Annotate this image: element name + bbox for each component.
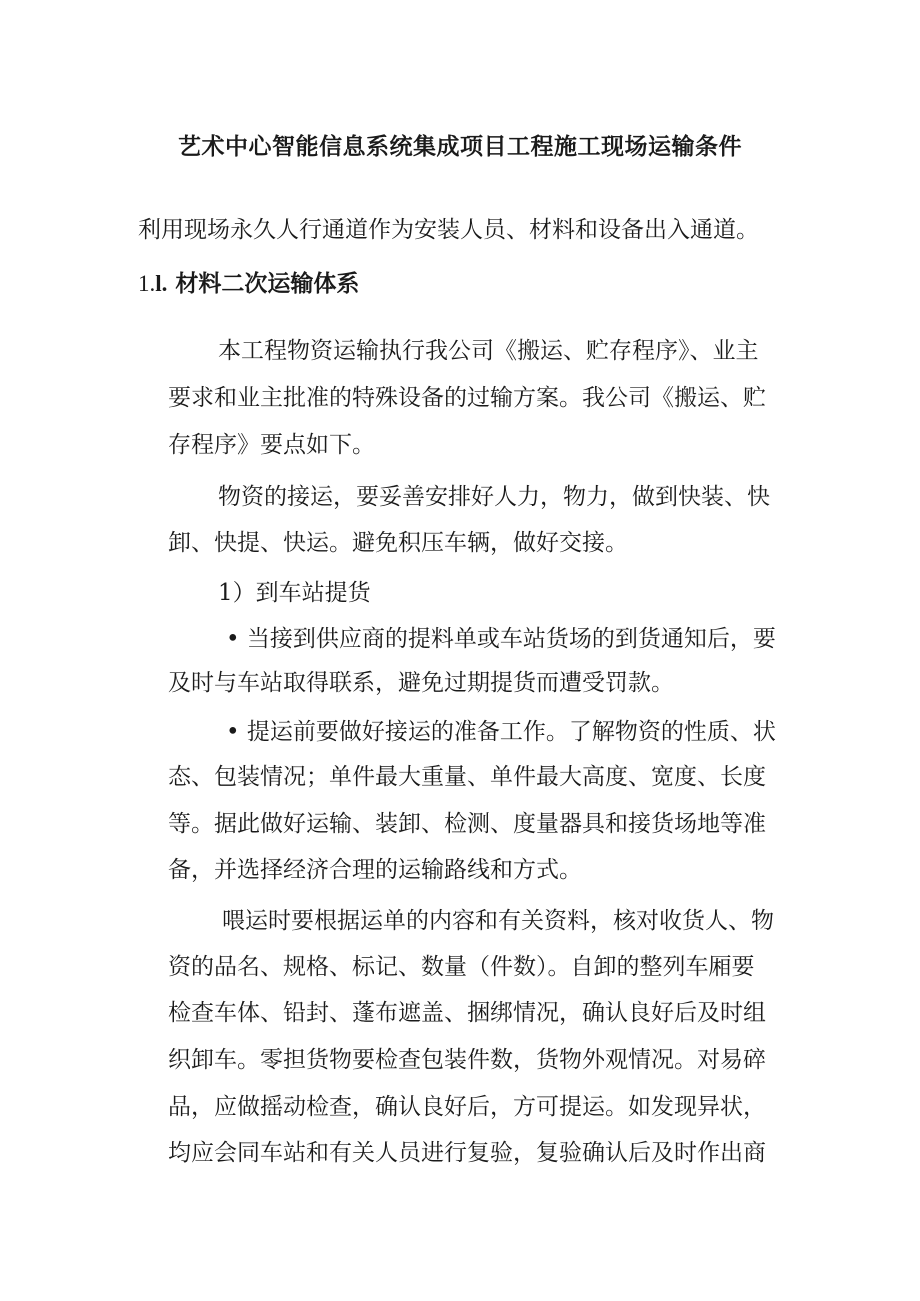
paragraph-line: 卸、快提、快运。避免积压车辆，做好交接。	[168, 530, 628, 556]
paragraph-line: 品，应做摇动检查，确认良好后，方可提运。如发现异状，	[168, 1094, 766, 1120]
section-title: 材料二次运输体系	[175, 271, 360, 297]
paragraph-line: 均应会同车站和有关人员进行复验，复验确认后及时作出商	[168, 1140, 766, 1166]
document-title: 艺术中心智能信息系统集成项目工程施工现场运输条件	[178, 134, 742, 160]
bullet-line: 态、包装情况；单件最大重量、单件最大高度、宽度、长度	[168, 764, 766, 790]
section-heading	[138, 265, 359, 298]
bullet-line: 及时与车站取得联系，避免过期提货而遭受罚款。	[168, 670, 674, 696]
paragraph-line: 存程序》要点如下。	[168, 432, 375, 458]
bullet-line: • 提运前要做好接运的准备工作。了解物资的性质、状	[226, 719, 776, 745]
paragraph-line: 资的品名、规格、标记、数量（件数）。自卸的整列车厢要	[168, 954, 755, 980]
paragraph-line: 物资的接运，要妥善安排好人力，物力，做到快装、快	[218, 484, 770, 510]
list-item-heading: 1）到车站提货	[218, 580, 371, 606]
paragraph-line: 本工程物资运输执行我公司《搬运、贮存程序》、业主	[218, 338, 759, 364]
paragraph-line: 要求和业主批准的特殊设备的过输方案。我公司《搬运、贮	[168, 385, 766, 411]
bullet-line: 等。据此做好运输、装卸、检测、度量器具和接货场地等准	[168, 811, 766, 837]
bullet-line: • 当接到供应商的提料单或车站货场的到货通知后，要	[226, 626, 776, 652]
bullet-line: 备，并选择经济合理的运输路线和方式。	[168, 857, 582, 883]
intro-paragraph: 利用现场永久人行通道作为安装人员、材料和设备出入通道。	[138, 217, 759, 243]
paragraph-line: 检查车体、铅封、蓬布遮盖、捆绑情况，确认良好后及时组	[168, 1000, 766, 1026]
section-number-minor: l.	[155, 271, 168, 296]
paragraph-line: 织卸车。零担货物要检查包装件数，货物外观情况。对易碎	[168, 1047, 766, 1073]
section-number-major: 1.	[138, 271, 156, 296]
paragraph-line: 喂运时要根据运单的内容和有关资料，核对收货人、物	[222, 908, 774, 934]
